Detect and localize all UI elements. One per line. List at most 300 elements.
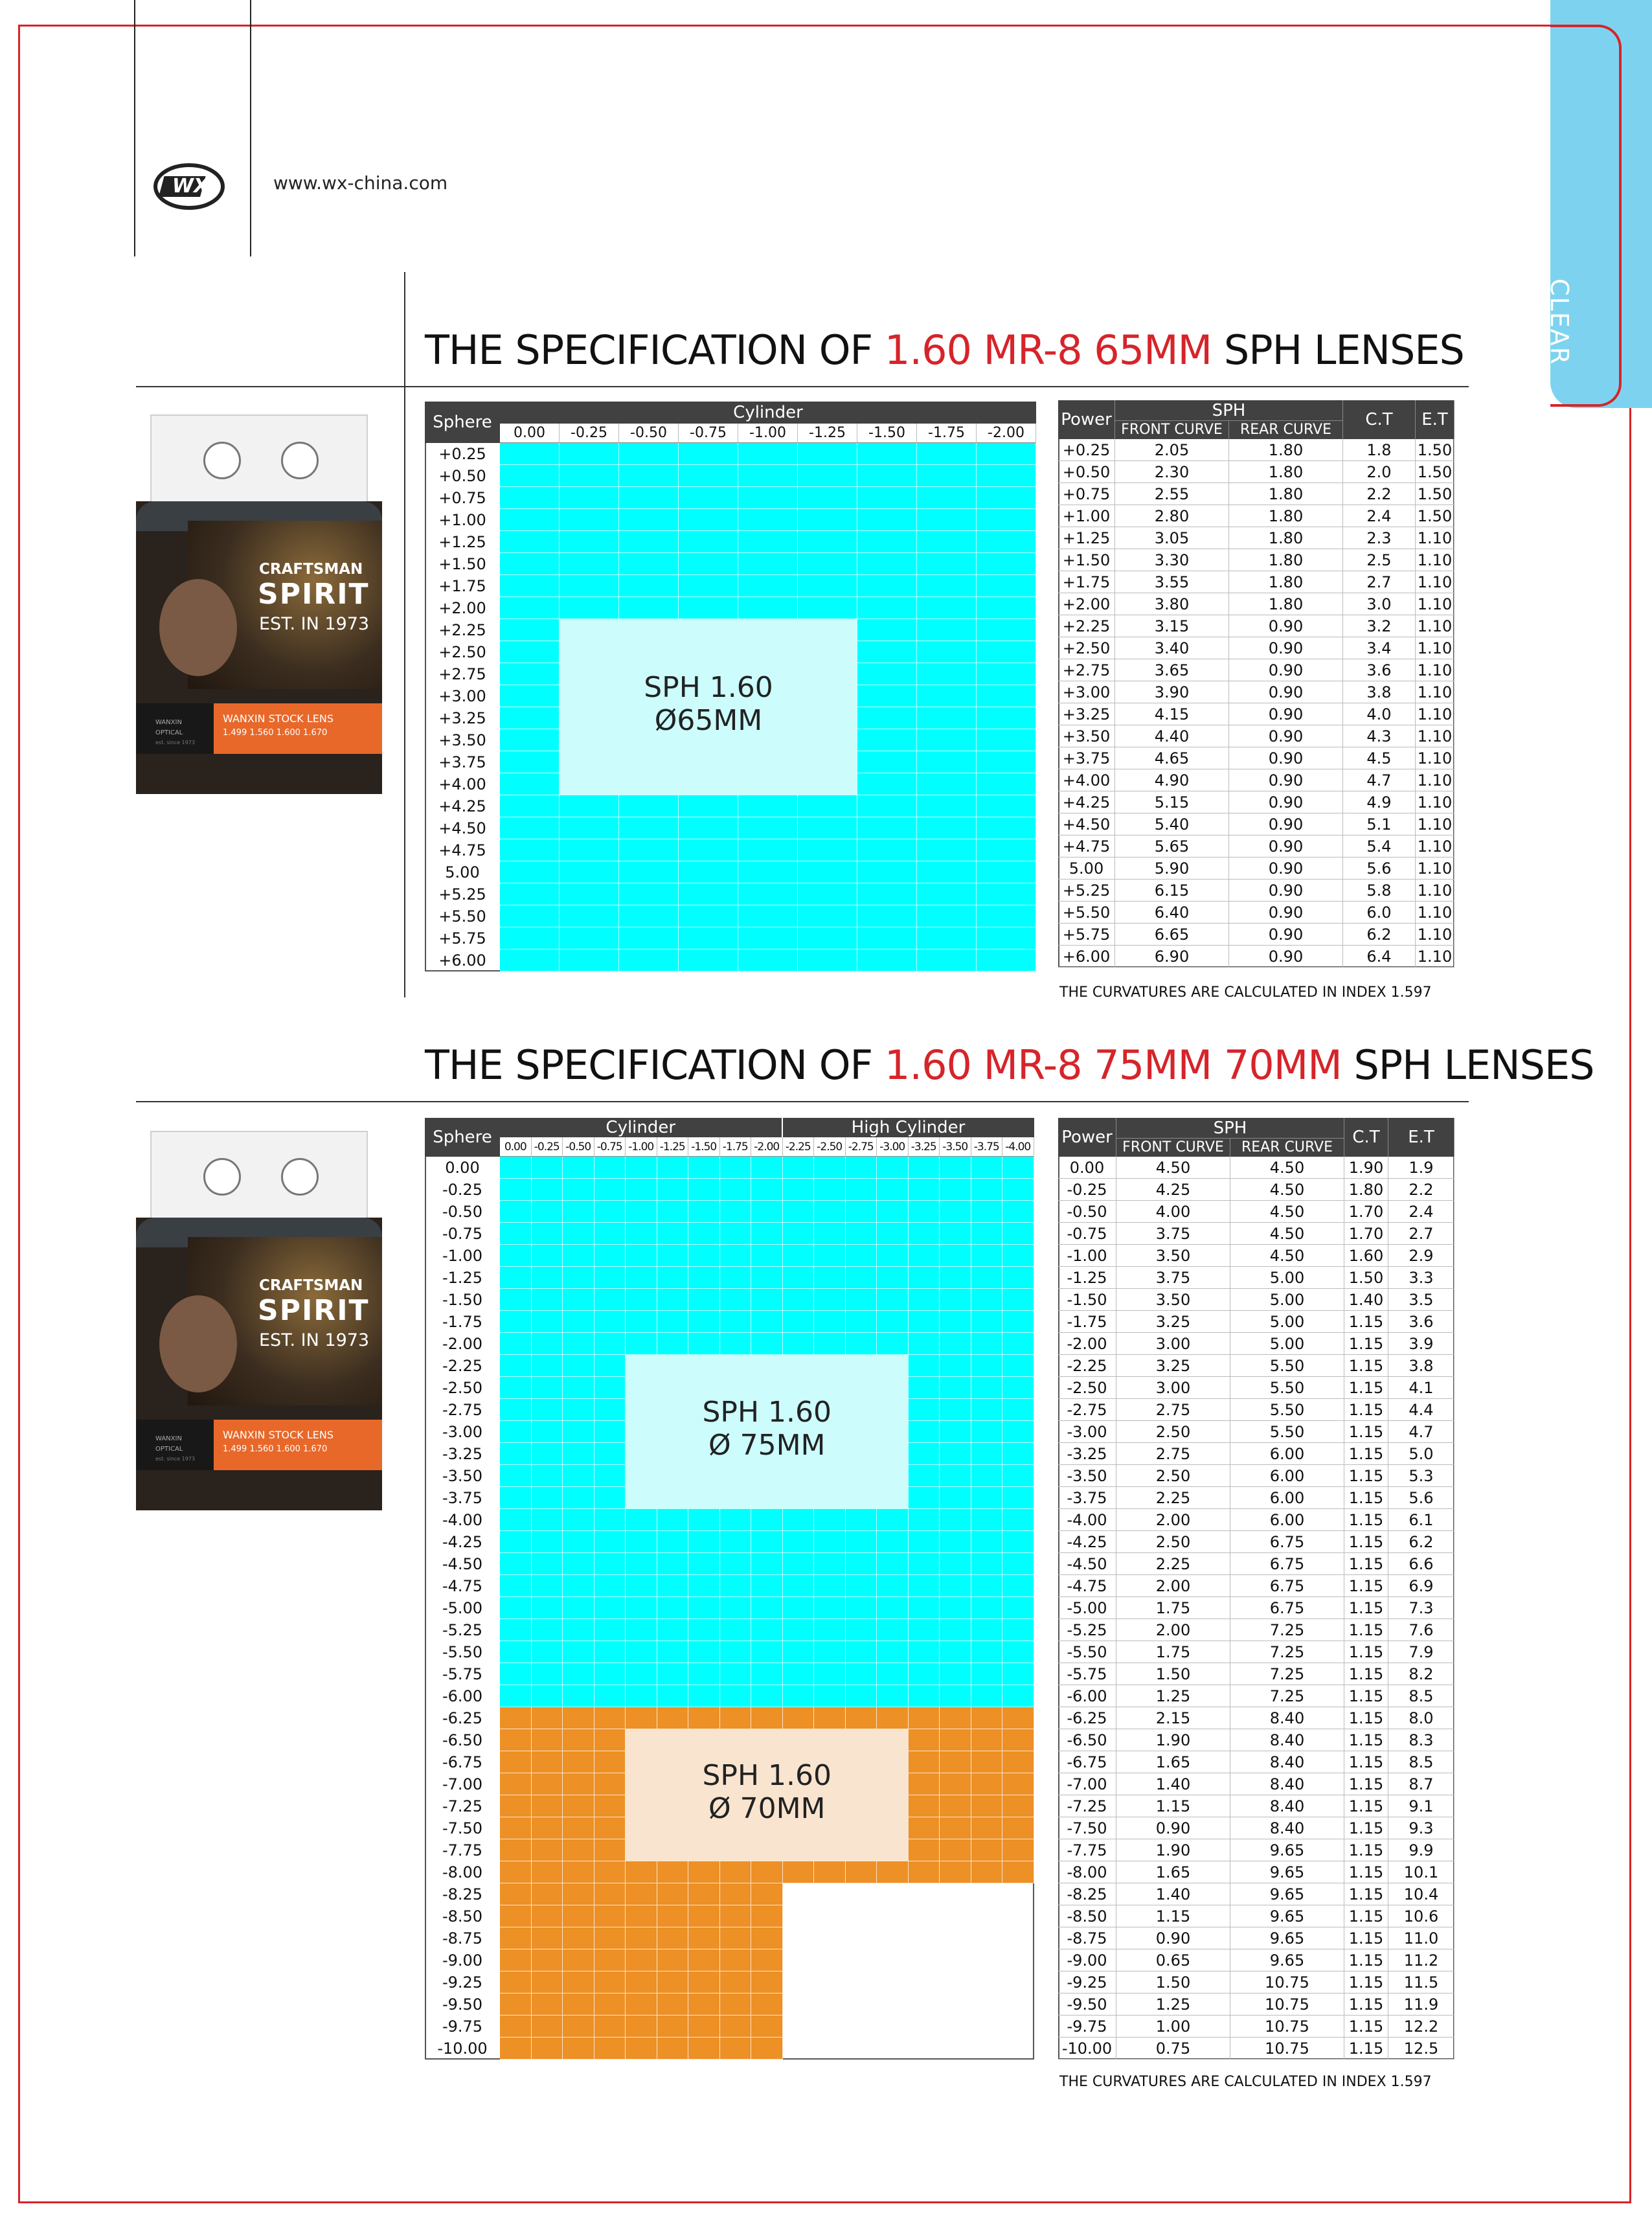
availability-cell	[560, 487, 619, 509]
spec-cell: 1.15	[1344, 1421, 1388, 1443]
spec-cell: 3.80	[1115, 593, 1229, 615]
availability-cell	[657, 1553, 689, 1575]
availability-cell	[917, 861, 977, 883]
spec-cell: +1.50	[1058, 549, 1115, 571]
availability-cell	[563, 1289, 594, 1311]
spec-cell: 5.50	[1230, 1399, 1344, 1421]
availability-cell	[500, 1311, 532, 1333]
availability-cell	[720, 1619, 752, 1641]
spec-cell: 2.0	[1343, 461, 1416, 483]
spec-cell: 2.50	[1116, 1531, 1230, 1553]
availability-cell	[798, 927, 857, 949]
spec-cell: 1.50	[1416, 505, 1454, 527]
availability-cell	[751, 1685, 783, 1707]
availability-cell	[940, 1157, 971, 1179]
availability-cell	[877, 1201, 909, 1223]
availability-cell	[563, 1883, 594, 1905]
spec-cell: 0.90	[1229, 637, 1343, 659]
availability-cell	[940, 1861, 971, 1883]
availability-cell	[909, 1333, 940, 1355]
spec-cell: 5.00	[1230, 1333, 1344, 1355]
availability-cell	[783, 1641, 815, 1663]
availability-cell	[500, 795, 560, 817]
spec-cell: 0.90	[1229, 659, 1343, 681]
availability-cell	[814, 1311, 846, 1333]
spec-cell: -2.50	[1058, 1377, 1116, 1399]
spec-cell: 3.6	[1343, 659, 1416, 681]
availability-cell	[940, 1487, 971, 1509]
package-body: CRAFTSMAN SPIRIT EST. IN 1973 WANXIN STOCK LENS 1.499 1.560 1.600 1.670 WANXIN OPTICAL est. since 1973	[136, 1218, 382, 1510]
availability-cell	[657, 1245, 689, 1267]
availability-cell	[657, 1531, 689, 1553]
availability-cell	[500, 861, 560, 883]
spec-cell: 3.00	[1116, 1377, 1230, 1399]
availability-cell	[500, 465, 560, 487]
cylinder-value: -2.75	[846, 1137, 877, 1157]
sphere-value: -3.00	[442, 1423, 483, 1441]
product-package-image	[136, 1131, 382, 1513]
availability-cell	[917, 927, 977, 949]
availability-cell	[688, 1157, 720, 1179]
availability-cell	[594, 1201, 626, 1223]
availability-cell	[909, 1179, 940, 1201]
sphere-value: -7.00	[442, 1775, 483, 1793]
sph-zone-65mm-line2: Ø65MM	[654, 704, 763, 737]
sphere-value: +5.25	[438, 885, 486, 903]
spec-cell: 1.90	[1344, 1157, 1388, 1179]
spec-cell: -3.75	[1058, 1487, 1116, 1509]
website-url[interactable]: www.wx-china.com	[273, 172, 448, 194]
availability-cell	[977, 619, 1036, 641]
section2-rule	[136, 1101, 1469, 1102]
availability-cell	[626, 1267, 657, 1289]
availability-cell	[814, 1509, 846, 1531]
availability-cell	[532, 1839, 563, 1861]
availability-cell	[626, 1971, 657, 1993]
availability-cell	[688, 1575, 720, 1597]
spec-cell: 8.5	[1388, 1685, 1454, 1707]
availability-cell	[783, 1663, 815, 1685]
sphere-value: +0.75	[438, 489, 486, 507]
availability-cell	[857, 531, 917, 553]
availability-cell	[798, 949, 857, 971]
sphere-value: -8.00	[442, 1863, 483, 1881]
availability-cell	[846, 1245, 877, 1267]
availability-cell	[877, 1685, 909, 1707]
availability-cell	[857, 905, 917, 927]
spec-cell: -9.75	[1058, 2016, 1116, 2038]
availability-cell	[500, 707, 560, 729]
availability-cell	[940, 1377, 971, 1399]
availability-cell	[1002, 1443, 1034, 1465]
availability-cell	[532, 1663, 563, 1685]
spec-cell: 5.1	[1343, 813, 1416, 835]
availability-cell	[594, 1839, 626, 1861]
availability-cell	[720, 1663, 752, 1685]
availability-cell	[917, 905, 977, 927]
availability-cell	[688, 1597, 720, 1619]
availability-cell	[917, 883, 977, 905]
availability-cell	[720, 1993, 752, 2016]
availability-cell	[619, 817, 679, 839]
availability-cell	[679, 553, 738, 575]
availability-cell	[657, 1707, 689, 1729]
availability-cell	[720, 1201, 752, 1223]
spec-cell: 4.50	[1230, 1201, 1344, 1223]
spec-cell: +2.25	[1058, 615, 1115, 637]
availability-cell	[877, 1597, 909, 1619]
availability-cell	[500, 1773, 532, 1795]
spec-cell: 0.90	[1229, 857, 1343, 880]
availability-cell	[720, 1971, 752, 1993]
spec-cell: 6.1	[1388, 1509, 1454, 1531]
cylinder-value: -1.50	[688, 1137, 720, 1157]
availability-cell	[688, 1861, 720, 1883]
availability-cell	[563, 1267, 594, 1289]
spec-cell: -6.00	[1058, 1685, 1116, 1707]
availability-cell	[1002, 1355, 1034, 1377]
spec-cell: 9.9	[1388, 1839, 1454, 1861]
availability-cell	[917, 795, 977, 817]
availability-cell	[940, 1773, 971, 1795]
availability-cell	[619, 465, 679, 487]
spec-cell: -5.50	[1058, 1641, 1116, 1663]
availability-cell	[857, 773, 917, 795]
et-header: E.T	[1388, 1118, 1454, 1157]
availability-cell	[1002, 1751, 1034, 1773]
availability-cell	[751, 1553, 783, 1575]
availability-cell	[846, 1179, 877, 1201]
availability-cell	[917, 773, 977, 795]
availability-cell	[500, 817, 560, 839]
availability-cell	[688, 1333, 720, 1355]
availability-cell	[500, 1421, 532, 1443]
spec-cell: 3.25	[1116, 1355, 1230, 1377]
spec-cell: 0.90	[1116, 1817, 1230, 1839]
spec-cell: -9.50	[1058, 1993, 1116, 2016]
availability-cell	[657, 1927, 689, 1949]
availability-cell	[909, 1729, 940, 1751]
spec-cell: +3.25	[1058, 703, 1115, 725]
availability-cell	[688, 1509, 720, 1531]
spec-cell: 4.50	[1230, 1245, 1344, 1267]
availability-cell	[657, 1971, 689, 1993]
availability-cell	[500, 619, 560, 641]
availability-cell	[560, 905, 619, 927]
availability-cell	[619, 839, 679, 861]
availability-cell	[532, 1751, 563, 1773]
availability-cell	[720, 1157, 752, 1179]
availability-cell	[738, 839, 798, 861]
availability-cell	[657, 1157, 689, 1179]
cylinder-value: -3.50	[940, 1137, 971, 1157]
availability-cell	[971, 1333, 1003, 1355]
availability-cell	[783, 1619, 815, 1641]
availability-cell	[909, 1399, 940, 1421]
availability-cell	[532, 1597, 563, 1619]
sphere-value: -2.75	[442, 1401, 483, 1419]
availability-cell	[594, 1949, 626, 1971]
sphere-value: -1.25	[442, 1269, 483, 1287]
availability-cell	[720, 1949, 752, 1971]
availability-cell	[751, 1883, 783, 1905]
availability-cell	[532, 1377, 563, 1399]
spec-cell: 5.00	[1230, 1267, 1344, 1289]
spec-cell: 5.90	[1115, 857, 1229, 880]
spec-cell: -3.00	[1058, 1421, 1116, 1443]
sphere-value: -3.50	[442, 1467, 483, 1485]
availability-cell	[798, 597, 857, 619]
availability-cell	[532, 2016, 563, 2038]
spec-cell: 2.7	[1388, 1223, 1454, 1245]
cylinder-value: 0.00	[500, 424, 560, 443]
availability-cell	[500, 553, 560, 575]
spec-cell: 1.65	[1116, 1861, 1230, 1883]
availability-cell	[720, 1575, 752, 1597]
spec-cell: 1.75	[1116, 1641, 1230, 1663]
availability-cell	[619, 531, 679, 553]
availability-cell	[751, 1993, 783, 2016]
spec-cell: 2.75	[1116, 1443, 1230, 1465]
availability-cell	[857, 751, 917, 773]
side-tab-label: CLEAR	[1545, 278, 1574, 366]
spec-cell: 0.90	[1229, 946, 1343, 968]
availability-cell	[532, 1817, 563, 1839]
spec-cell: -3.50	[1058, 1465, 1116, 1487]
availability-cell	[619, 861, 679, 883]
spec-cell: 11.5	[1388, 1971, 1454, 1993]
availability-cell	[940, 1289, 971, 1311]
availability-cell	[500, 1883, 532, 1905]
availability-cell	[626, 1883, 657, 1905]
availability-cell	[500, 1597, 532, 1619]
availability-cell	[619, 509, 679, 531]
availability-cell	[563, 1663, 594, 1685]
availability-cell	[783, 1245, 815, 1267]
availability-cell	[500, 685, 560, 707]
spec-cell: 8.0	[1388, 1707, 1454, 1729]
availability-cell	[1002, 1267, 1034, 1289]
spec-cell: 1.50	[1116, 1971, 1230, 1993]
sphere-value: -8.50	[442, 1907, 483, 1925]
availability-cell	[877, 1223, 909, 1245]
spec-cell: 1.10	[1416, 880, 1454, 902]
availability-cell	[738, 597, 798, 619]
availability-cell	[783, 1531, 815, 1553]
availability-cell	[814, 1179, 846, 1201]
spec-cell: 9.65	[1230, 1883, 1344, 1905]
availability-cell	[500, 597, 560, 619]
availability-cell	[626, 1245, 657, 1267]
availability-cell	[846, 1707, 877, 1729]
availability-cell	[688, 2016, 720, 2038]
availability-cell	[500, 1377, 532, 1399]
spec-cell: 5.50	[1230, 1421, 1344, 1443]
sphere-value: -1.00	[442, 1247, 483, 1265]
availability-cell	[560, 927, 619, 949]
availability-cell	[500, 1223, 532, 1245]
spec-cell: 0.75	[1116, 2038, 1230, 2060]
spec-cell: 9.65	[1230, 1927, 1344, 1949]
availability-cell	[563, 1201, 594, 1223]
availability-cell	[688, 1905, 720, 1927]
availability-cell	[532, 1927, 563, 1949]
cylinder-value: -0.75	[594, 1137, 626, 1157]
availability-cell	[814, 1619, 846, 1641]
availability-cell	[626, 1531, 657, 1553]
availability-cell	[857, 641, 917, 663]
availability-cell	[532, 1201, 563, 1223]
availability-cell	[940, 1311, 971, 1333]
availability-cell	[940, 1707, 971, 1729]
spec-cell: 5.00	[1230, 1311, 1344, 1333]
spec-cell: 6.0	[1343, 902, 1416, 924]
spec-cell: 1.10	[1416, 946, 1454, 968]
craftsman-photo	[159, 579, 237, 676]
availability-cell	[909, 1839, 940, 1861]
sphere-value: -5.25	[442, 1621, 483, 1639]
spec-cell: 1.8	[1343, 439, 1416, 461]
availability-cell	[560, 443, 619, 465]
ct-header: C.T	[1344, 1118, 1388, 1157]
spec-cell: 4.50	[1116, 1157, 1230, 1179]
spec-cell: 1.15	[1116, 1905, 1230, 1927]
availability-cell	[909, 1751, 940, 1773]
spec-cell: 3.75	[1116, 1267, 1230, 1289]
spec-cell: 7.6	[1388, 1619, 1454, 1641]
sph-header: SPH	[1116, 1118, 1344, 1139]
spec-cell: 6.6	[1388, 1553, 1454, 1575]
availability-cell	[679, 575, 738, 597]
sphere-value: +1.50	[438, 555, 486, 573]
availability-cell	[500, 1399, 532, 1421]
availability-cell	[940, 1245, 971, 1267]
spec-cell: +4.00	[1058, 769, 1115, 791]
availability-cell	[783, 1553, 815, 1575]
sph-zone-65mm	[560, 619, 857, 795]
spec-cell: 2.4	[1343, 505, 1416, 527]
availability-cell	[619, 487, 679, 509]
spec-cell: 1.15	[1344, 1707, 1388, 1729]
spec-cell: -7.25	[1058, 1795, 1116, 1817]
availability-cell	[594, 1157, 626, 1179]
availability-cell	[971, 1443, 1003, 1465]
spec-cell: 5.0	[1388, 1443, 1454, 1465]
spec-cell: 2.4	[1388, 1201, 1454, 1223]
availability-cell	[563, 1619, 594, 1641]
availability-cell	[971, 1377, 1003, 1399]
spec-cell: 1.15	[1344, 1377, 1388, 1399]
spec-cell: 1.15	[1344, 1509, 1388, 1531]
spec-cell: 1.00	[1116, 2016, 1230, 2038]
availability-cell	[751, 1201, 783, 1223]
spec-cell: +2.50	[1058, 637, 1115, 659]
spec-cell: 5.50	[1230, 1377, 1344, 1399]
sphere-value: -9.75	[442, 2017, 483, 2036]
availability-cell	[720, 1883, 752, 1905]
availability-cell	[877, 1641, 909, 1663]
availability-cell	[720, 1685, 752, 1707]
spec-cell: 0.65	[1116, 1949, 1230, 1971]
spec-cell: 1.15	[1344, 1663, 1388, 1685]
availability-cell	[798, 839, 857, 861]
availability-cell	[619, 927, 679, 949]
availability-cell	[720, 1641, 752, 1663]
spec-cell: 1.10	[1416, 615, 1454, 637]
availability-cell	[500, 751, 560, 773]
availability-cell	[977, 729, 1036, 751]
availability-cell	[909, 1817, 940, 1839]
availability-cell	[917, 729, 977, 751]
spec-cell: 0.90	[1229, 791, 1343, 813]
availability-cell	[798, 817, 857, 839]
availability-cell	[940, 1575, 971, 1597]
availability-cell	[909, 1619, 940, 1641]
availability-cell	[679, 509, 738, 531]
availability-cell	[688, 1619, 720, 1641]
availability-cell	[500, 1707, 532, 1729]
availability-cell	[532, 1333, 563, 1355]
availability-cell	[977, 707, 1036, 729]
availability-cell	[814, 1201, 846, 1223]
spec-cell: 6.90	[1115, 946, 1229, 968]
spec-cell: -2.75	[1058, 1399, 1116, 1421]
availability-cell	[917, 949, 977, 971]
spec-cell: 1.15	[1344, 2038, 1388, 2060]
availability-cell	[500, 1861, 532, 1883]
availability-cell	[532, 1641, 563, 1663]
sphere-value: +2.50	[438, 643, 486, 661]
availability-cell	[679, 883, 738, 905]
sphere-value: -5.50	[442, 1643, 483, 1661]
availability-cell	[971, 1465, 1003, 1487]
spec-cell: 5.00	[1058, 857, 1115, 880]
sphere-value: -4.50	[442, 1555, 483, 1573]
availability-cell	[679, 795, 738, 817]
spec-cell: 1.15	[1344, 1553, 1388, 1575]
availability-cell	[688, 1663, 720, 1685]
availability-cell	[971, 1795, 1003, 1817]
availability-cell	[798, 905, 857, 927]
availability-cell	[720, 1289, 752, 1311]
availability-cell	[1002, 1729, 1034, 1751]
availability-cell	[977, 751, 1036, 773]
spec-cell: 7.9	[1388, 1641, 1454, 1663]
spec-cell: 8.5	[1388, 1751, 1454, 1773]
spec-cell: +2.75	[1058, 659, 1115, 681]
availability-cell	[594, 1443, 626, 1465]
cylinder-value: -1.50	[857, 424, 917, 443]
sph-zone-75mm-line2: Ø 75MM	[708, 1429, 826, 1462]
spec-cell: 5.50	[1230, 1355, 1344, 1377]
availability-cell	[688, 1883, 720, 1905]
spec-cell: 10.75	[1230, 2016, 1344, 2038]
craftsman-photo	[159, 1295, 237, 1392]
availability-cell	[751, 2016, 783, 2038]
availability-cell	[857, 597, 917, 619]
availability-cell	[909, 1487, 940, 1509]
availability-cell	[626, 1509, 657, 1531]
availability-cell	[500, 1465, 532, 1487]
availability-cell	[751, 1619, 783, 1641]
availability-cell	[532, 1179, 563, 1201]
spec-cell: 6.75	[1230, 1531, 1344, 1553]
availability-cell	[626, 1685, 657, 1707]
availability-cell	[688, 2038, 720, 2060]
cylinder-value: -1.00	[738, 424, 798, 443]
availability-cell	[560, 509, 619, 531]
availability-cell	[877, 1509, 909, 1531]
